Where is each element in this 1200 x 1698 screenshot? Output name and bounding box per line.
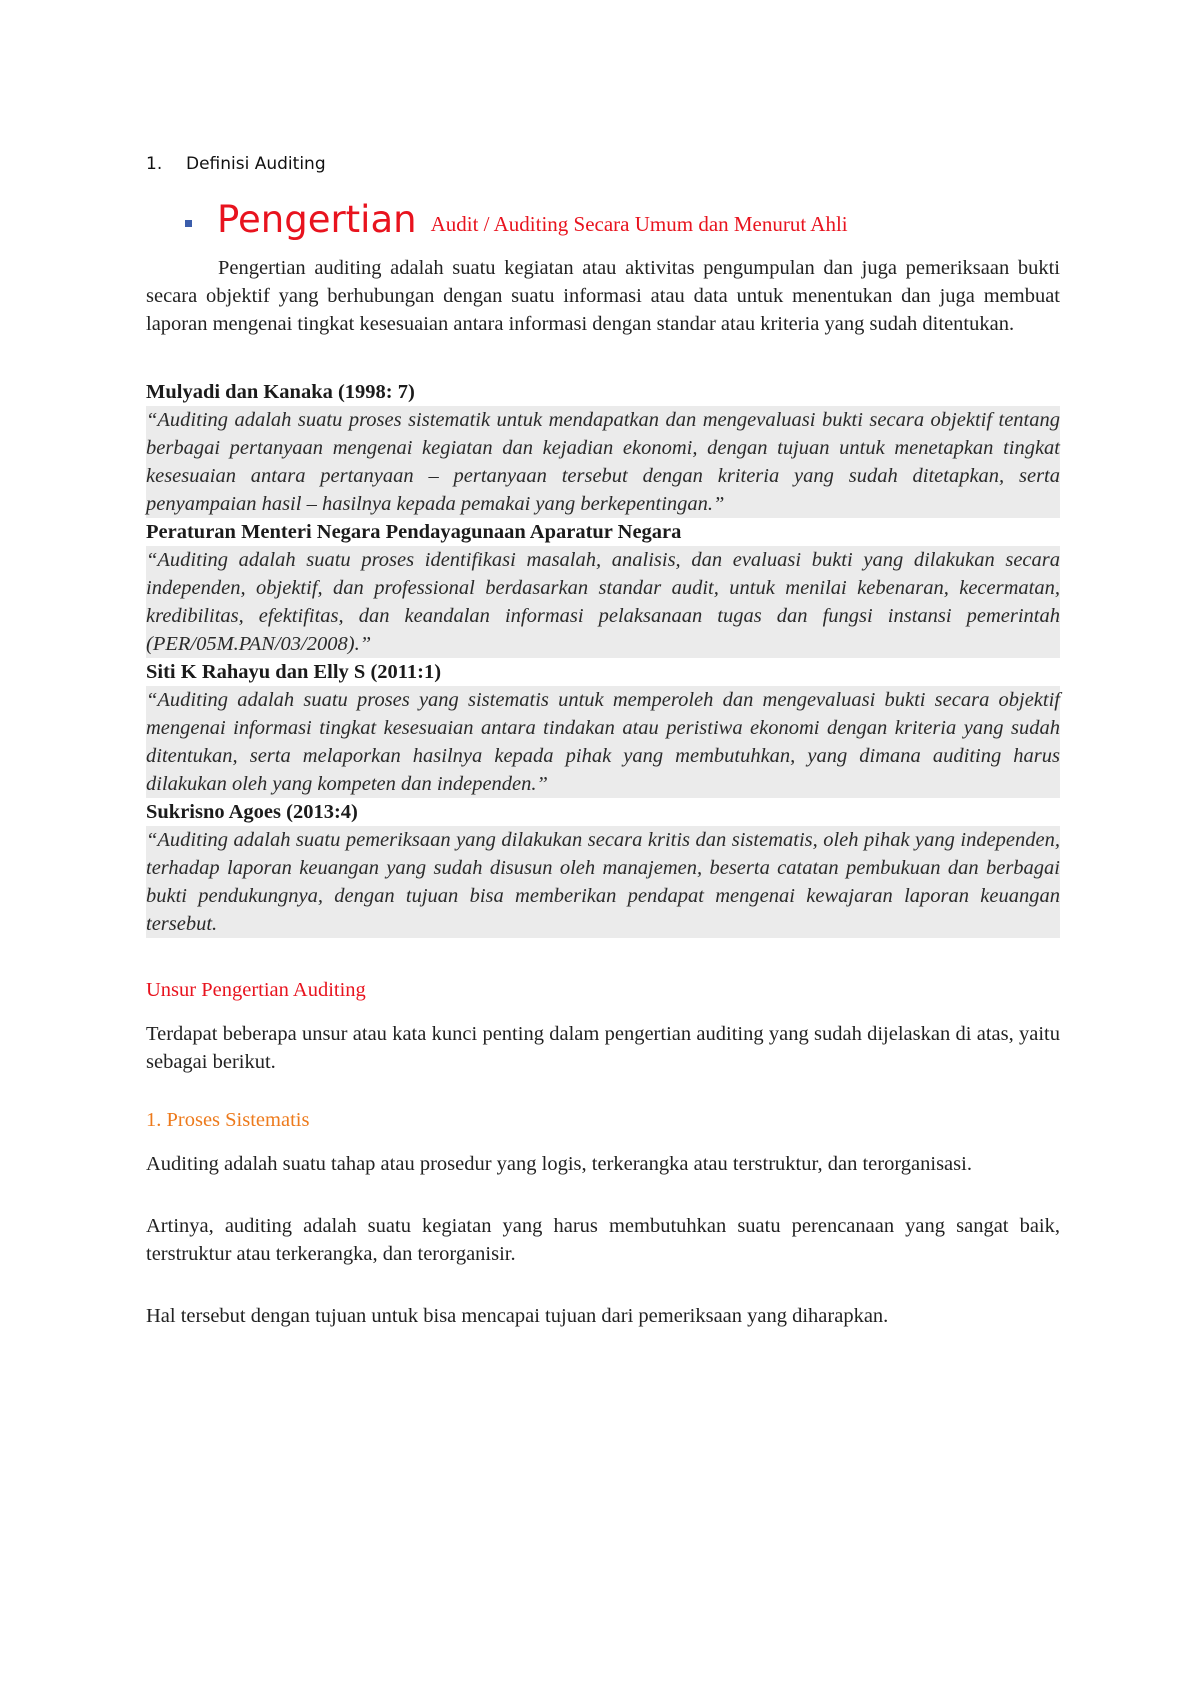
definition-author: Peraturan Menteri Negara Pendayagunaan Aparatur Negara: [146, 521, 682, 543]
definition-quote: “Auditing adalah suatu proses sistematik untuk mendapatkan dan mengevaluasi bukti secara objektif tentang berbagai pertanyaan mengenai kegiatan dan kejadian ekonomi, dengan tujuan untuk menetapkan tingkat kesesuaian antara pertanyaan – pertanyaan tersebut dengan kriteria yang sudah ditetapkan, serta penyampaian hasil – hasilnya kepada pemakai yang berkepentingan.”: [146, 406, 1060, 518]
unsur-heading: Unsur Pengertian Auditing: [146, 979, 366, 1001]
title-big: Pengertian: [217, 198, 417, 241]
proses-paragraph: Hal tersebut dengan tujuan untuk bisa mencapai tujuan dari pemeriksaan yang diharapkan.: [146, 1305, 889, 1327]
proses-paragraph: Artinya, auditing adalah suatu kegiatan yang harus membutuhkan suatu perencanaan yang sangat baik, terstruktur atau terkerangka, dan terorganisir.: [146, 1215, 1060, 1265]
proses-heading: 1. Proses Sistematis: [146, 1109, 310, 1131]
definition-quote: “Auditing adalah suatu pemeriksaan yang dilakukan secara kritis dan sistematis, oleh pihak yang independen, terhadap laporan keuangan yang sudah disusun oleh manajemen, beserta catatan pembukuan dan berbagai bukti pendukungnya, dengan tujuan bisa memberikan pendapat mengenai kewajaran laporan keuangan tersebut.: [146, 826, 1060, 938]
list-number: 1.: [146, 154, 163, 174]
list-heading: [146, 150, 1060, 178]
definition-author: Mulyadi dan Kanaka (1998: 7): [146, 381, 415, 403]
definition-author: Sukrisno Agoes (2013:4): [146, 801, 358, 823]
intro-paragraph: Pengertian auditing adalah suatu kegiatan atau aktivitas pengumpulan dan juga pemeriksaan bukti secara objektif yang berhubungan dengan suatu informasi atau data untuk menentukan dan juga membuat laporan mengenai tingkat kesesuaian antara informasi dengan standar atau kriteria yang sudah ditentukan.: [146, 257, 1060, 335]
document-content: [146, 150, 1060, 1330]
title-small: Audit / Auditing Secara Umum dan Menurut Ahli: [430, 212, 848, 236]
title-line: [146, 192, 1060, 248]
definition-author: Siti K Rahayu dan Elly S (2011:1): [146, 661, 442, 683]
definition-quote: “Auditing adalah suatu proses identifikasi masalah, analisis, dan evaluasi bukti yang dilakukan secara independen, objektif, dan professional berdasarkan standar audit, untuk menilai kebenaran, kecermatan, kredibilitas, efektifitas, dan keandalan informasi pelaksanaan tugas dan fungsi instansi pemerintah (PER/05M.PAN/03/2008).”: [146, 546, 1060, 658]
definition-quote: “Auditing adalah suatu proses yang sistematis untuk memperoleh dan mengevaluasi bukti secara objektif mengenai informasi tingkat kesesuaian antara tindakan atau peristiwa ekonomi dengan kriteria yang sudah ditentukan, serta melaporkan hasilnya kepada pihak yang membutuhkan, yang dimana auditing harus dilakukan oleh yang kompeten dan independen.”: [146, 686, 1060, 798]
square-bullet-icon: [185, 220, 192, 227]
proses-paragraph: Auditing adalah suatu tahap atau prosedur yang logis, terkerangka atau terstruktur, dan terorganisasi.: [146, 1153, 972, 1175]
list-heading-text: Definisi Auditing: [186, 154, 326, 174]
unsur-paragraph: Terdapat beberapa unsur atau kata kunci penting dalam pengertian auditing yang sudah dijelaskan di atas, yaitu sebagai berikut.: [146, 1023, 1060, 1073]
